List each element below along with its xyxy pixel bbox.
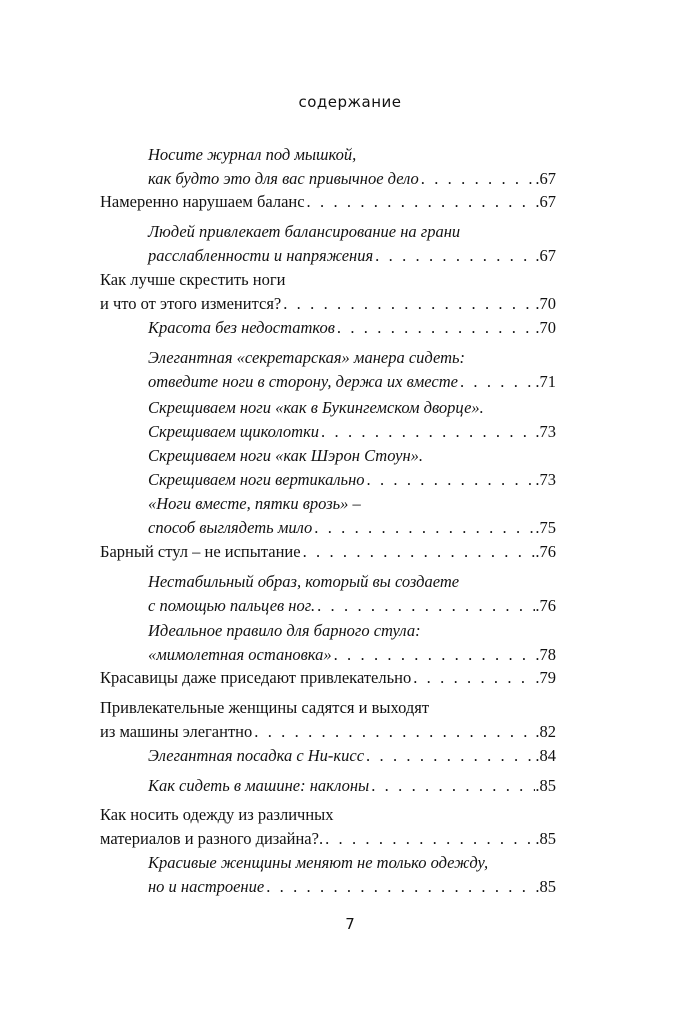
toc-entry-line: Скрещиваем ноги «как в Букингемском дворце».	[148, 398, 484, 417]
dot-leader	[264, 875, 535, 899]
toc-entry[interactable]	[100, 666, 556, 690]
dot-leader	[369, 774, 535, 798]
dot-leader	[305, 190, 536, 214]
toc-entry[interactable]	[100, 803, 556, 851]
toc-entry[interactable]	[148, 492, 556, 540]
toc-entry-line: Красавицы даже приседают привлекательно	[100, 668, 412, 687]
dot-leader	[419, 167, 536, 191]
toc-page-number: .73	[535, 470, 556, 489]
toc-entry-line: Барный стул – не испытание	[100, 542, 301, 561]
toc-entry-line: как будто это для вас привычное дело	[148, 169, 419, 188]
section-header: содержание	[298, 93, 402, 111]
toc-entry[interactable]	[100, 540, 556, 564]
toc-page-number: .67	[535, 246, 556, 265]
toc-entry-line: с помощью пальцев ног.	[148, 596, 316, 615]
toc-entry[interactable]	[100, 268, 556, 316]
toc-entry[interactable]	[148, 396, 556, 444]
toc-page-number: .70	[535, 294, 556, 313]
toc-entry-line: Людей привлекает балансирование на грани	[148, 222, 461, 241]
toc-entry-line: Элегантная посадка с Ни-кисс	[148, 746, 365, 765]
toc-entry[interactable]	[100, 190, 556, 214]
toc-entry-line: Привлекательные женщины садятся и выходят	[100, 698, 430, 717]
toc-page-number: .85	[535, 877, 556, 896]
toc-entry-line: Намеренно нарушаем баланс	[100, 192, 305, 211]
toc-entry-line: Элегантная «секретарская» манера сидеть:	[148, 348, 465, 367]
toc-entry-line: Как лучше скрестить ноги	[100, 270, 286, 289]
toc-entry-line: Скрещиваем щиколотки	[148, 422, 320, 441]
toc-entry-line: Как сидеть в машине: наклоны	[148, 776, 370, 795]
dot-leader	[373, 244, 535, 268]
dot-leader	[365, 468, 536, 492]
dot-leader	[458, 370, 535, 394]
toc-entry-line: способ выглядеть мило	[148, 518, 313, 537]
toc-entry-line: Носите журнал под мышкой,	[148, 145, 357, 164]
dot-leader	[281, 292, 535, 316]
toc-entry[interactable]	[148, 316, 556, 340]
toc-entry[interactable]	[148, 619, 556, 667]
toc-entry[interactable]	[148, 744, 556, 768]
dot-leader	[252, 720, 535, 744]
toc-entry[interactable]	[100, 696, 556, 744]
toc-page-number: .85	[535, 776, 556, 795]
toc-entry-line: Как носить одежду из различных	[100, 805, 334, 824]
toc-entry-line: Красота без недостатков	[148, 318, 335, 337]
dot-leader	[364, 744, 535, 768]
toc-entry-line: Красивые женщины меняют не только одежду,	[148, 853, 489, 872]
toc-entry-line: но и настроение	[148, 877, 265, 896]
dot-leader	[332, 643, 536, 667]
toc-entry-line: Скрещиваем ноги вертикально	[148, 470, 365, 489]
toc-entry-line: Нестабильный образ, который вы создаете	[148, 572, 460, 591]
toc-entry-line: расслабленности и напряжения	[148, 246, 374, 265]
toc-entry-line: отведите ноги в сторону, держа их вместе	[148, 372, 458, 391]
toc-page-number: .84	[535, 746, 556, 765]
toc-page-number: .78	[535, 645, 556, 664]
toc-entry-line: Идеальное правило для барного стула:	[148, 621, 421, 640]
toc-entry-line: Скрещиваем ноги «как Шэрон Стоун».	[148, 446, 424, 465]
toc-page-number: .76	[535, 542, 556, 561]
toc-entry[interactable]	[148, 570, 556, 618]
dot-leader	[411, 666, 535, 690]
toc-page-number: .76	[535, 596, 556, 615]
toc-entry[interactable]	[148, 346, 556, 394]
toc-page-number: .67	[535, 192, 556, 211]
toc-entry[interactable]	[148, 444, 556, 492]
toc-page-number: .67	[535, 169, 556, 188]
dot-leader	[315, 594, 535, 618]
toc-entry-line: из машины элегантно	[100, 722, 253, 741]
dot-leader	[335, 316, 535, 340]
toc-page-number: .82	[535, 722, 556, 741]
toc-entry-line: «мимолетная остановка»	[148, 645, 332, 664]
toc-page-number: .73	[535, 422, 556, 441]
toc-entry-line: «Ноги вместе, пятки врозь» –	[148, 494, 361, 513]
dot-leader	[319, 420, 535, 444]
toc-page-number: .70	[535, 318, 556, 337]
page-number: 7	[345, 915, 355, 933]
toc-entry[interactable]	[148, 143, 556, 191]
dot-leader	[323, 827, 535, 851]
toc-entry[interactable]	[148, 774, 556, 798]
toc-entry-line: материалов и разного дизайна?.	[100, 829, 324, 848]
dot-leader	[312, 516, 535, 540]
toc-page-number: .71	[535, 372, 556, 391]
toc-entry[interactable]	[148, 851, 556, 899]
toc-entry-line: и что от этого изменится?	[100, 294, 282, 313]
toc-entry[interactable]	[148, 220, 556, 268]
toc-page-number: .79	[535, 668, 556, 687]
toc-page-number: .75	[535, 518, 556, 537]
dot-leader	[301, 540, 536, 564]
toc-page-number: .85	[535, 829, 556, 848]
